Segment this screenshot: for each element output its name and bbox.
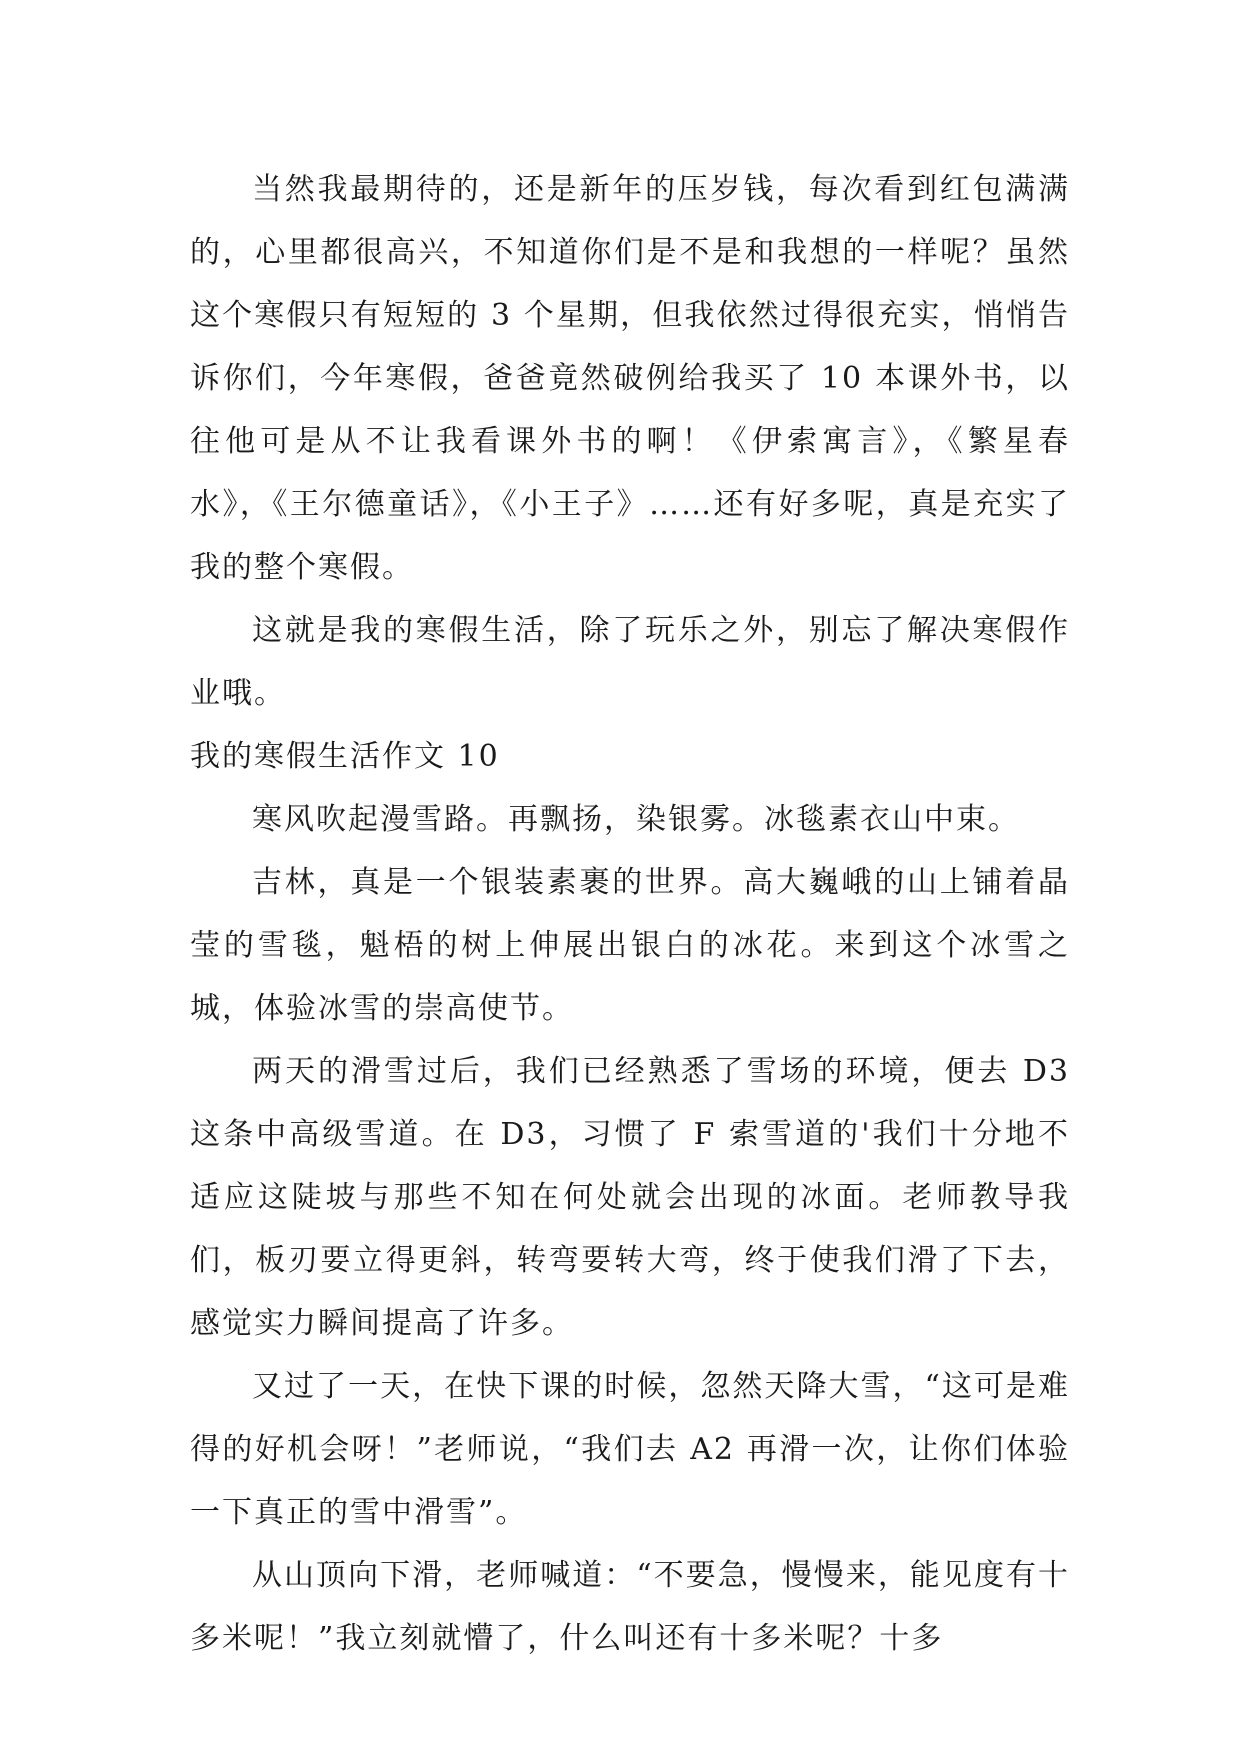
paragraph-5: 两天的滑雪过后，我们已经熟悉了雪场的环境，便去 D3 这条中高级雪道。在 D3，习惯了 F 索雪道的'我们十分地不适应这陡坡与那些不知在何处就会出现的冰面。老师教导我们，板刃要立得更斜，转弯要转大弯，终于使我们滑了下去，感觉实力瞬间提高了许多。 <box>190 1054 1082 1341</box>
paragraph-7: 从山顶向下滑，老师喊道：“不要急，慢慢来，能见度有十多米呢！”我立刻就懵了，什么叫还有十多米呢？十多 <box>190 1558 1070 1656</box>
paragraph-6: 又过了一天，在快下课的时候，忽然天降大雪，“这可是难得的好机会呀！”老师说，“我们去 A2 再滑一次，让你们体验一下真正的雪中滑雪”。 <box>190 1369 1070 1530</box>
paragraph-4: 吉林，真是一个银装素裹的世界。高大巍峨的山上铺着晶莹的雪毯，魁梧的树上伸展出银白的冰花。来到这个冰雪之城，体验冰雪的崇高使节。 <box>190 865 1070 1026</box>
paragraph-3: 寒风吹起漫雪路。再飘扬，染银雾。冰毯素衣山中束。 <box>252 802 1020 837</box>
section-heading: 我的寒假生活作文 10 <box>190 739 500 774</box>
paragraph-1: 当然我最期待的，还是新年的压岁钱，每次看到红包满满的，心里都很高兴，不知道你们是不是和我想的一样呢？虽然这个寒假只有短短的 3 个星期，但我依然过得很充实，悄悄告诉你们，今年寒假，爸爸竟然破例给我买了 10 本课外书，以往他可是从不让我看课外书的啊！《伊索寓言》，《繁星春水》，《王尔德童话》，《小王子》……还有好多呢，真是充实了我的整个寒假。 <box>190 172 1070 585</box>
document-page <box>190 158 1082 1670</box>
paragraph-2: 这就是我的寒假生活，除了玩乐之外，别忘了解决寒假作业哦。 <box>190 613 1070 711</box>
